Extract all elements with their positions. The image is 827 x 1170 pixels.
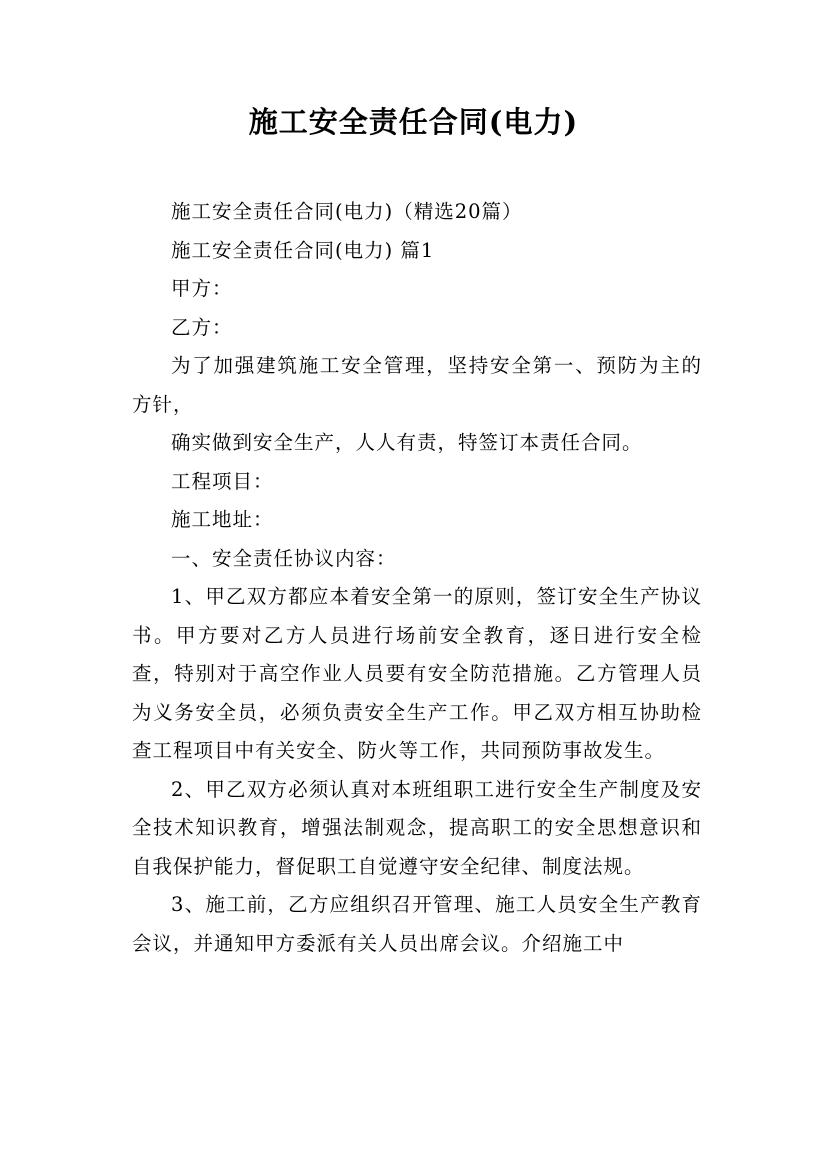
paragraph-subtitle: 施工安全责任合同(电力)（精选20篇） <box>171 200 523 223</box>
paragraph-address: 施工地址： <box>171 508 274 531</box>
paragraph-clause-3: 3、施工前，乙方应组织召开管理、施工人员安全生产教育会议，并通知甲方委派有关人员出席会议。介绍施工中 <box>132 893 702 955</box>
document-title: 施工安全责任合同(电力) <box>248 105 579 139</box>
paragraph-commitment: 确实做到安全生产，人人有责，特签订本责任合同。 <box>171 431 643 454</box>
paragraph-clause-heading: 一、安全责任协议内容： <box>171 546 397 570</box>
document-body <box>132 193 702 963</box>
paragraph-project: 工程项目： <box>171 469 274 493</box>
paragraph-party-b: 乙方： <box>171 315 233 339</box>
paragraph-clause-2: 2、甲乙双方必须认真对本班组职工进行安全生产制度及安全技术知识教育，增强法制观念，提高职工的安全思想意识和自我保护能力，督促职工自觉遵守安全纪律、制度法规。 <box>132 777 702 878</box>
paragraph-party-a: 甲方： <box>171 277 233 300</box>
paragraph-section-heading: 施工安全责任合同(电力) 篇1 <box>171 238 435 262</box>
paragraph-clause-1: 1、甲乙双方都应本着安全第一的原则，签订安全生产协议书。甲方要对乙方人员进行场前安全教育，逐日进行安全检查，特别对于高空作业人员要有安全防范措施。乙方管理人员为义务安全员，必须负责安全生产工作。甲乙双方相互协助检查工程项目中有关安全、防火等工作，共同预防事故发生。 <box>132 585 702 762</box>
paragraph-purpose: 为了加强建筑施工安全管理，坚持安全第一、预防为主的方针， <box>132 354 702 416</box>
